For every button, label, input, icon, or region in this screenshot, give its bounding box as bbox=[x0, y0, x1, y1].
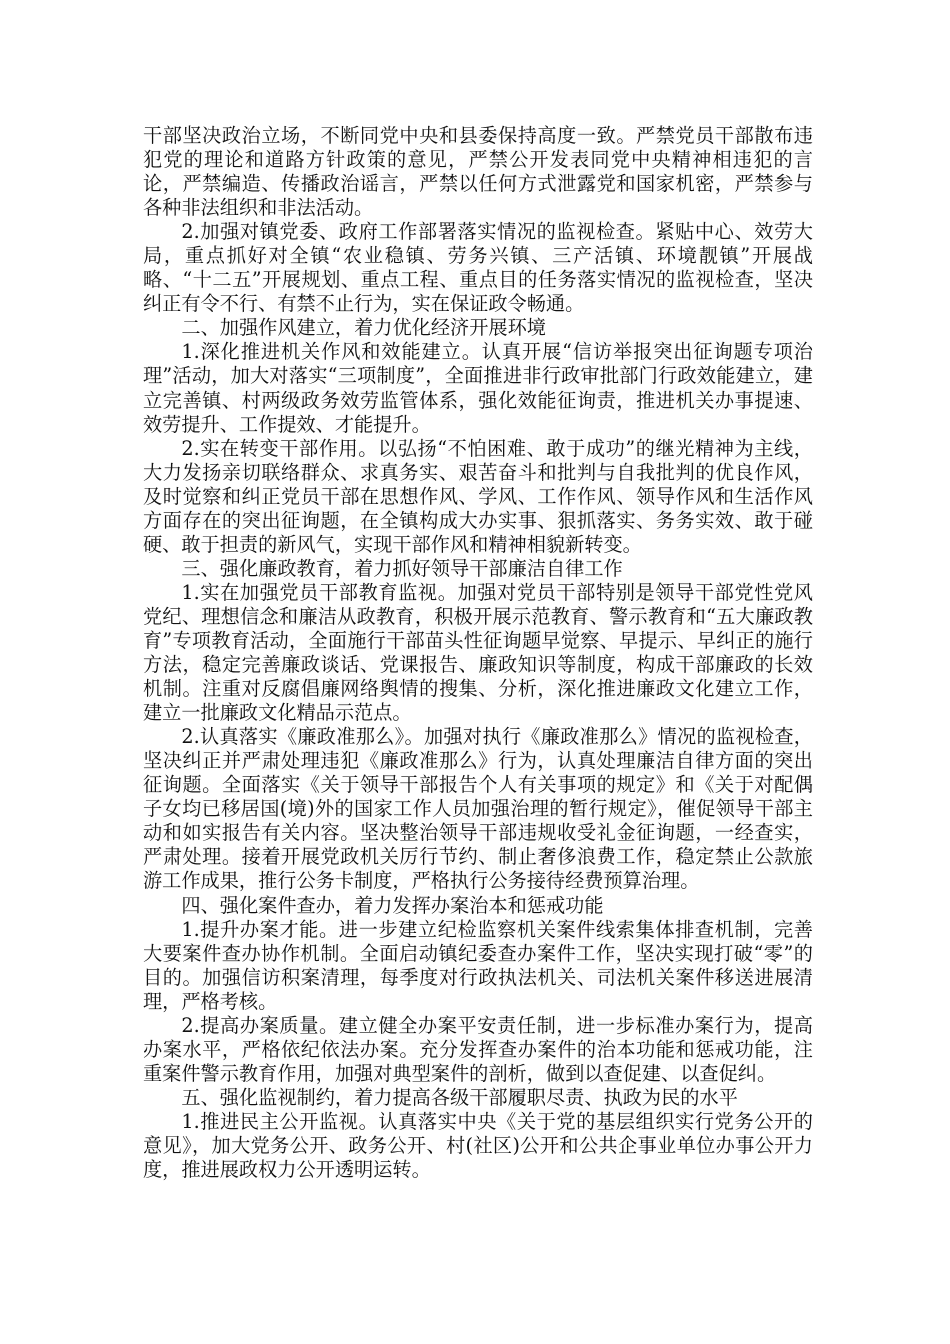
paragraph-body: 2.实在转变干部作用。以弘扬“不怕困难、敢于成功”的继光精神为主线，大力发扬亲切联络群众、求真务实、艰苦奋斗和批判与自我批判的优良作风，及时觉察和纠正党员干部在思想作风、学风、工作作风、领导作风和生活作风方面存在的突出征询题，在全镇构成大办实事、狠抓落实、务务实效、敢于碰硬、敢于担责的新风气，实现干部作风和精神相貌新转变。 bbox=[143, 436, 813, 556]
section-heading-2: 二、加强作风建立，着力优化经济开展环境 bbox=[181, 316, 546, 340]
section-heading-5: 五、强化监视制约，着力提高各级干部履职尽责、执政为民的水平 bbox=[181, 1085, 738, 1109]
paragraph-body: 2.加强对镇党委、政府工作部署落实情况的监视检查。紧贴中心、效劳大局，重点抓好对全镇“农业稳镇、劳务兴镇、三产活镇、环境靓镇”开展战略、“十二五”开展规划、重点工程、重点目的任务落实情况的监视检查，坚决纠正有令不行、有禁不止行为，实在保证政令畅通。 bbox=[143, 220, 813, 316]
paragraph-body: 1.提升办案才能。进一步建立纪检监察机关案件线索集体排查机制，完善大要案件查办协作机制。全面启动镇纪委查办案件工作，坚决实现打破“零”的目的。加强信访积案清理，每季度对行政执法机关、司法机关案件移送进展清理，严格考核。 bbox=[143, 917, 813, 1013]
paragraph-continuation: 干部坚决政治立场，不断同党中央和县委保持高度一致。严禁党员干部散布违犯党的理论和道路方针政策的意见，严禁公开发表同党中央精神相违犯的言论，严禁编造、传播政治谣言，严禁以任何方式泄露党和国家机密，严禁参与各种非法组织和非法活动。 bbox=[143, 124, 813, 220]
document-page bbox=[143, 124, 813, 1182]
paragraph-body: 1.推进民主公开监视。认真落实中央《关于党的基层组织实行党务公开的意见》，加大党务公开、政务公开、村(社区)公开和公共企事业单位办事公开力度，推进展政权力公开透明运转。 bbox=[143, 1109, 813, 1182]
paragraph-body: 2.认真落实《廉政准那么》。加强对执行《廉政准那么》情况的监视检查，坚决纠正并严肃处理违犯《廉政准那么》行为，认真处理廉洁自律方面的突出征询题。全面落实《关于领导干部报告个人有关事项的规定》和《关于对配偶子女均已移居国(境)外的国家工作人员加强治理的暂行规定》，催促领导干部主动和如实报告有关内容。坚决整治领导干部违规收受礼金征询题，一经查实，严肃处理。接着开展党政机关厉行节约、制止奢侈浪费工作，稳定禁止公款旅游工作成果，推行公务卡制度，严格执行公务接待经费预算治理。 bbox=[143, 725, 813, 893]
section-heading-3: 三、强化廉政教育，着力抓好领导干部廉洁自律工作 bbox=[181, 556, 623, 580]
paragraph-body: 2.提高办案质量。建立健全办案平安责任制，进一步标准办案行为，提高办案水平，严格依纪依法办案。充分发挥查办案件的治本功能和惩戒功能，注重案件警示教育作用，加强对典型案件的剖析，做到以查促建、以查促纠。 bbox=[143, 1013, 813, 1085]
section-heading-4: 四、强化案件查办，着力发挥办案治本和惩戒功能 bbox=[181, 893, 604, 917]
paragraph-body: 1.实在加强党员干部教育监视。加强对党员干部特别是领导干部党性党风党纪、理想信念和廉洁从政教育，积极开展示范教育、警示教育和“五大廉政教育”专项教育活动，全面施行干部苗头性征询题早觉察、早提示、早纠正的施行方法，稳定完善廉政谈话、党课报告、廉政知识等制度，构成干部廉政的长效机制。注重对反腐倡廉网络舆情的搜集、分析，深化推进廉政文化建立工作，建立一批廉政文化精品示范点。 bbox=[143, 580, 813, 725]
paragraph-body: 1.深化推进机关作风和效能建立。认真开展“信访举报突出征询题专项治理”活动，加大对落实“三项制度”，全面推进非行政审批部门行政效能建立，建立完善镇、村两级政务效劳监管体系，强化效能征询责，推进机关办事提速、效劳提升、工作提效、才能提升。 bbox=[143, 340, 813, 436]
